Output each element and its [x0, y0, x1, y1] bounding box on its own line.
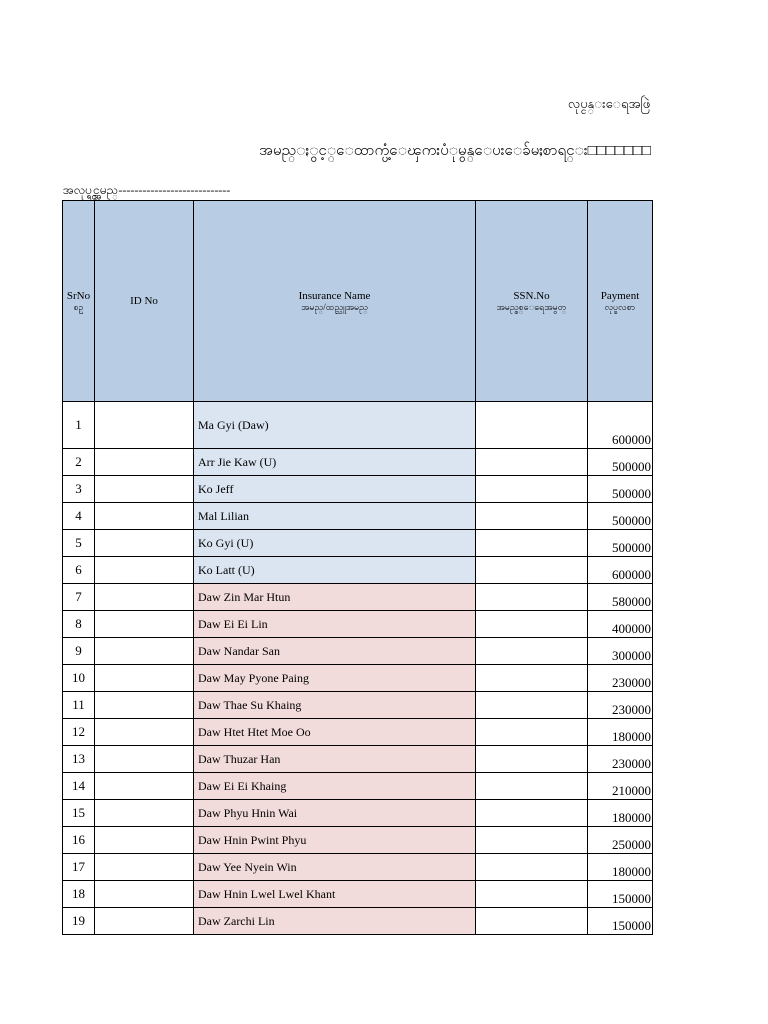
column-header-ssn [476, 201, 588, 402]
row-insurance-name: Daw May Pyone Paing [194, 665, 476, 692]
row-insurance-name: Ma Gyi (Daw) [194, 402, 476, 449]
row-srno: 2 [63, 449, 95, 476]
row-payment: 500000 [588, 449, 653, 476]
row-srno: 19 [63, 908, 95, 935]
row-payment: 600000 [588, 557, 653, 584]
row-insurance-name: Daw Thae Su Khaing [194, 692, 476, 719]
row-id-no [95, 665, 194, 692]
row-id-no [95, 773, 194, 800]
row-payment: 580000 [588, 584, 653, 611]
table-row [63, 800, 653, 827]
row-payment: 600000 [588, 402, 653, 449]
row-id-no [95, 476, 194, 503]
table-row [63, 638, 653, 665]
table-row [63, 584, 653, 611]
row-insurance-name: Daw Htet Htet Moe Oo [194, 719, 476, 746]
row-id-no [95, 638, 194, 665]
row-payment: 230000 [588, 665, 653, 692]
row-payment: 180000 [588, 800, 653, 827]
row-insurance-name: Ko Jeff [194, 476, 476, 503]
row-payment: 300000 [588, 638, 653, 665]
row-payment: 250000 [588, 827, 653, 854]
row-insurance-name: Daw Thuzar Han [194, 746, 476, 773]
row-payment: 210000 [588, 773, 653, 800]
row-id-no [95, 611, 194, 638]
row-payment: 150000 [588, 908, 653, 935]
row-srno: 7 [63, 584, 95, 611]
column-header-id [95, 201, 194, 402]
row-insurance-name: Daw Zarchi Lin [194, 908, 476, 935]
row-payment: 150000 [588, 881, 653, 908]
row-payment: 230000 [588, 746, 653, 773]
row-insurance-name: Daw Hnin Lwel Lwel Khant [194, 881, 476, 908]
row-payment: 500000 [588, 503, 653, 530]
row-ssn-no [476, 746, 588, 773]
row-ssn-no [476, 476, 588, 503]
column-header-ssn-label: SSN.No [513, 290, 550, 302]
row-id-no [95, 719, 194, 746]
row-insurance-name: Daw Ei Ei Lin [194, 611, 476, 638]
row-id-no [95, 503, 194, 530]
row-ssn-no [476, 611, 588, 638]
row-insurance-name: Arr Jie Kaw (U) [194, 449, 476, 476]
table-row [63, 692, 653, 719]
row-payment: 500000 [588, 476, 653, 503]
row-srno: 12 [63, 719, 95, 746]
row-insurance-name: Ko Latt (U) [194, 557, 476, 584]
row-id-no [95, 827, 194, 854]
column-header-name-label: Insurance Name [298, 290, 371, 302]
row-id-no [95, 854, 194, 881]
row-insurance-name: Daw Ei Ei Khaing [194, 773, 476, 800]
table-row [63, 449, 653, 476]
table-row [63, 881, 653, 908]
row-srno: 8 [63, 611, 95, 638]
table-row [63, 908, 653, 935]
column-header-ssn-sublabel: အမည္စစ္ေရေအမွတ္ [496, 302, 567, 312]
row-id-no [95, 881, 194, 908]
column-header-srno-sublabel: စဥ္ [73, 302, 84, 312]
table-row [63, 402, 653, 449]
row-ssn-no [476, 638, 588, 665]
column-header-srno-label: SrNo [66, 290, 91, 302]
row-srno: 5 [63, 530, 95, 557]
table-row [63, 476, 653, 503]
row-srno: 18 [63, 881, 95, 908]
row-id-no [95, 908, 194, 935]
row-ssn-no [476, 402, 588, 449]
row-id-no [95, 449, 194, 476]
row-payment: 500000 [588, 530, 653, 557]
row-srno: 17 [63, 854, 95, 881]
row-ssn-no [476, 692, 588, 719]
row-id-no [95, 557, 194, 584]
row-srno: 1 [63, 402, 95, 449]
table-row [63, 773, 653, 800]
row-insurance-name: Ko Gyi (U) [194, 530, 476, 557]
row-ssn-no [476, 773, 588, 800]
row-payment: 400000 [588, 611, 653, 638]
column-header-name-sublabel: အမည္/ထည္သူအမည္ [301, 302, 368, 312]
table-row [63, 611, 653, 638]
row-ssn-no [476, 665, 588, 692]
document-title: အမည္ႏွင့္ေထာက္ပံ့ေၾကးပံုမွန္ေပးေခ်မႈစာရင္း□□□□□□□ [259, 143, 651, 159]
row-insurance-name: Daw Phyu Hnin Wai [194, 800, 476, 827]
employer-name-label: အလုပ္ရွင္အမည္---------------------------- [63, 183, 231, 197]
row-srno: 4 [63, 503, 95, 530]
row-insurance-name: Daw Nandar San [194, 638, 476, 665]
row-payment: 180000 [588, 719, 653, 746]
table-row [63, 530, 653, 557]
row-ssn-no [476, 530, 588, 557]
row-insurance-name: Daw Yee Nyein Win [194, 854, 476, 881]
row-srno: 13 [63, 746, 95, 773]
table-row [63, 557, 653, 584]
row-ssn-no [476, 719, 588, 746]
table-header-row [63, 201, 653, 402]
row-id-no [95, 584, 194, 611]
row-ssn-no [476, 800, 588, 827]
row-id-no [95, 530, 194, 557]
row-srno: 10 [63, 665, 95, 692]
row-srno: 11 [63, 692, 95, 719]
row-srno: 9 [63, 638, 95, 665]
column-header-payment-sublabel: လုပ္ခလစာ [604, 302, 636, 312]
column-header-srno [63, 201, 95, 402]
row-id-no [95, 800, 194, 827]
column-header-id-label: ID No [130, 295, 158, 307]
row-ssn-no [476, 584, 588, 611]
row-ssn-no [476, 881, 588, 908]
column-header-payment [588, 201, 653, 402]
row-ssn-no [476, 827, 588, 854]
table-row [63, 827, 653, 854]
row-payment: 180000 [588, 854, 653, 881]
table-row [63, 503, 653, 530]
table-row [63, 746, 653, 773]
table-row [63, 665, 653, 692]
row-srno: 3 [63, 476, 95, 503]
document-heading: လုပ္ငန္းေရအဖြဲ [567, 96, 650, 111]
row-ssn-no [476, 854, 588, 881]
row-srno: 16 [63, 827, 95, 854]
row-insurance-name: Daw Zin Mar Htun [194, 584, 476, 611]
row-ssn-no [476, 557, 588, 584]
row-srno: 14 [63, 773, 95, 800]
row-srno: 6 [63, 557, 95, 584]
table-row [63, 719, 653, 746]
row-ssn-no [476, 908, 588, 935]
row-id-no [95, 746, 194, 773]
table-row [63, 854, 653, 881]
column-header-payment-label: Payment [600, 290, 640, 302]
row-id-no [95, 692, 194, 719]
row-ssn-no [476, 449, 588, 476]
payment-table [62, 200, 653, 935]
row-payment: 230000 [588, 692, 653, 719]
row-insurance-name: Daw Hnin Pwint Phyu [194, 827, 476, 854]
column-header-name [194, 201, 476, 402]
row-srno: 15 [63, 800, 95, 827]
row-insurance-name: Mal Lilian [194, 503, 476, 530]
row-id-no [95, 402, 194, 449]
row-ssn-no [476, 503, 588, 530]
